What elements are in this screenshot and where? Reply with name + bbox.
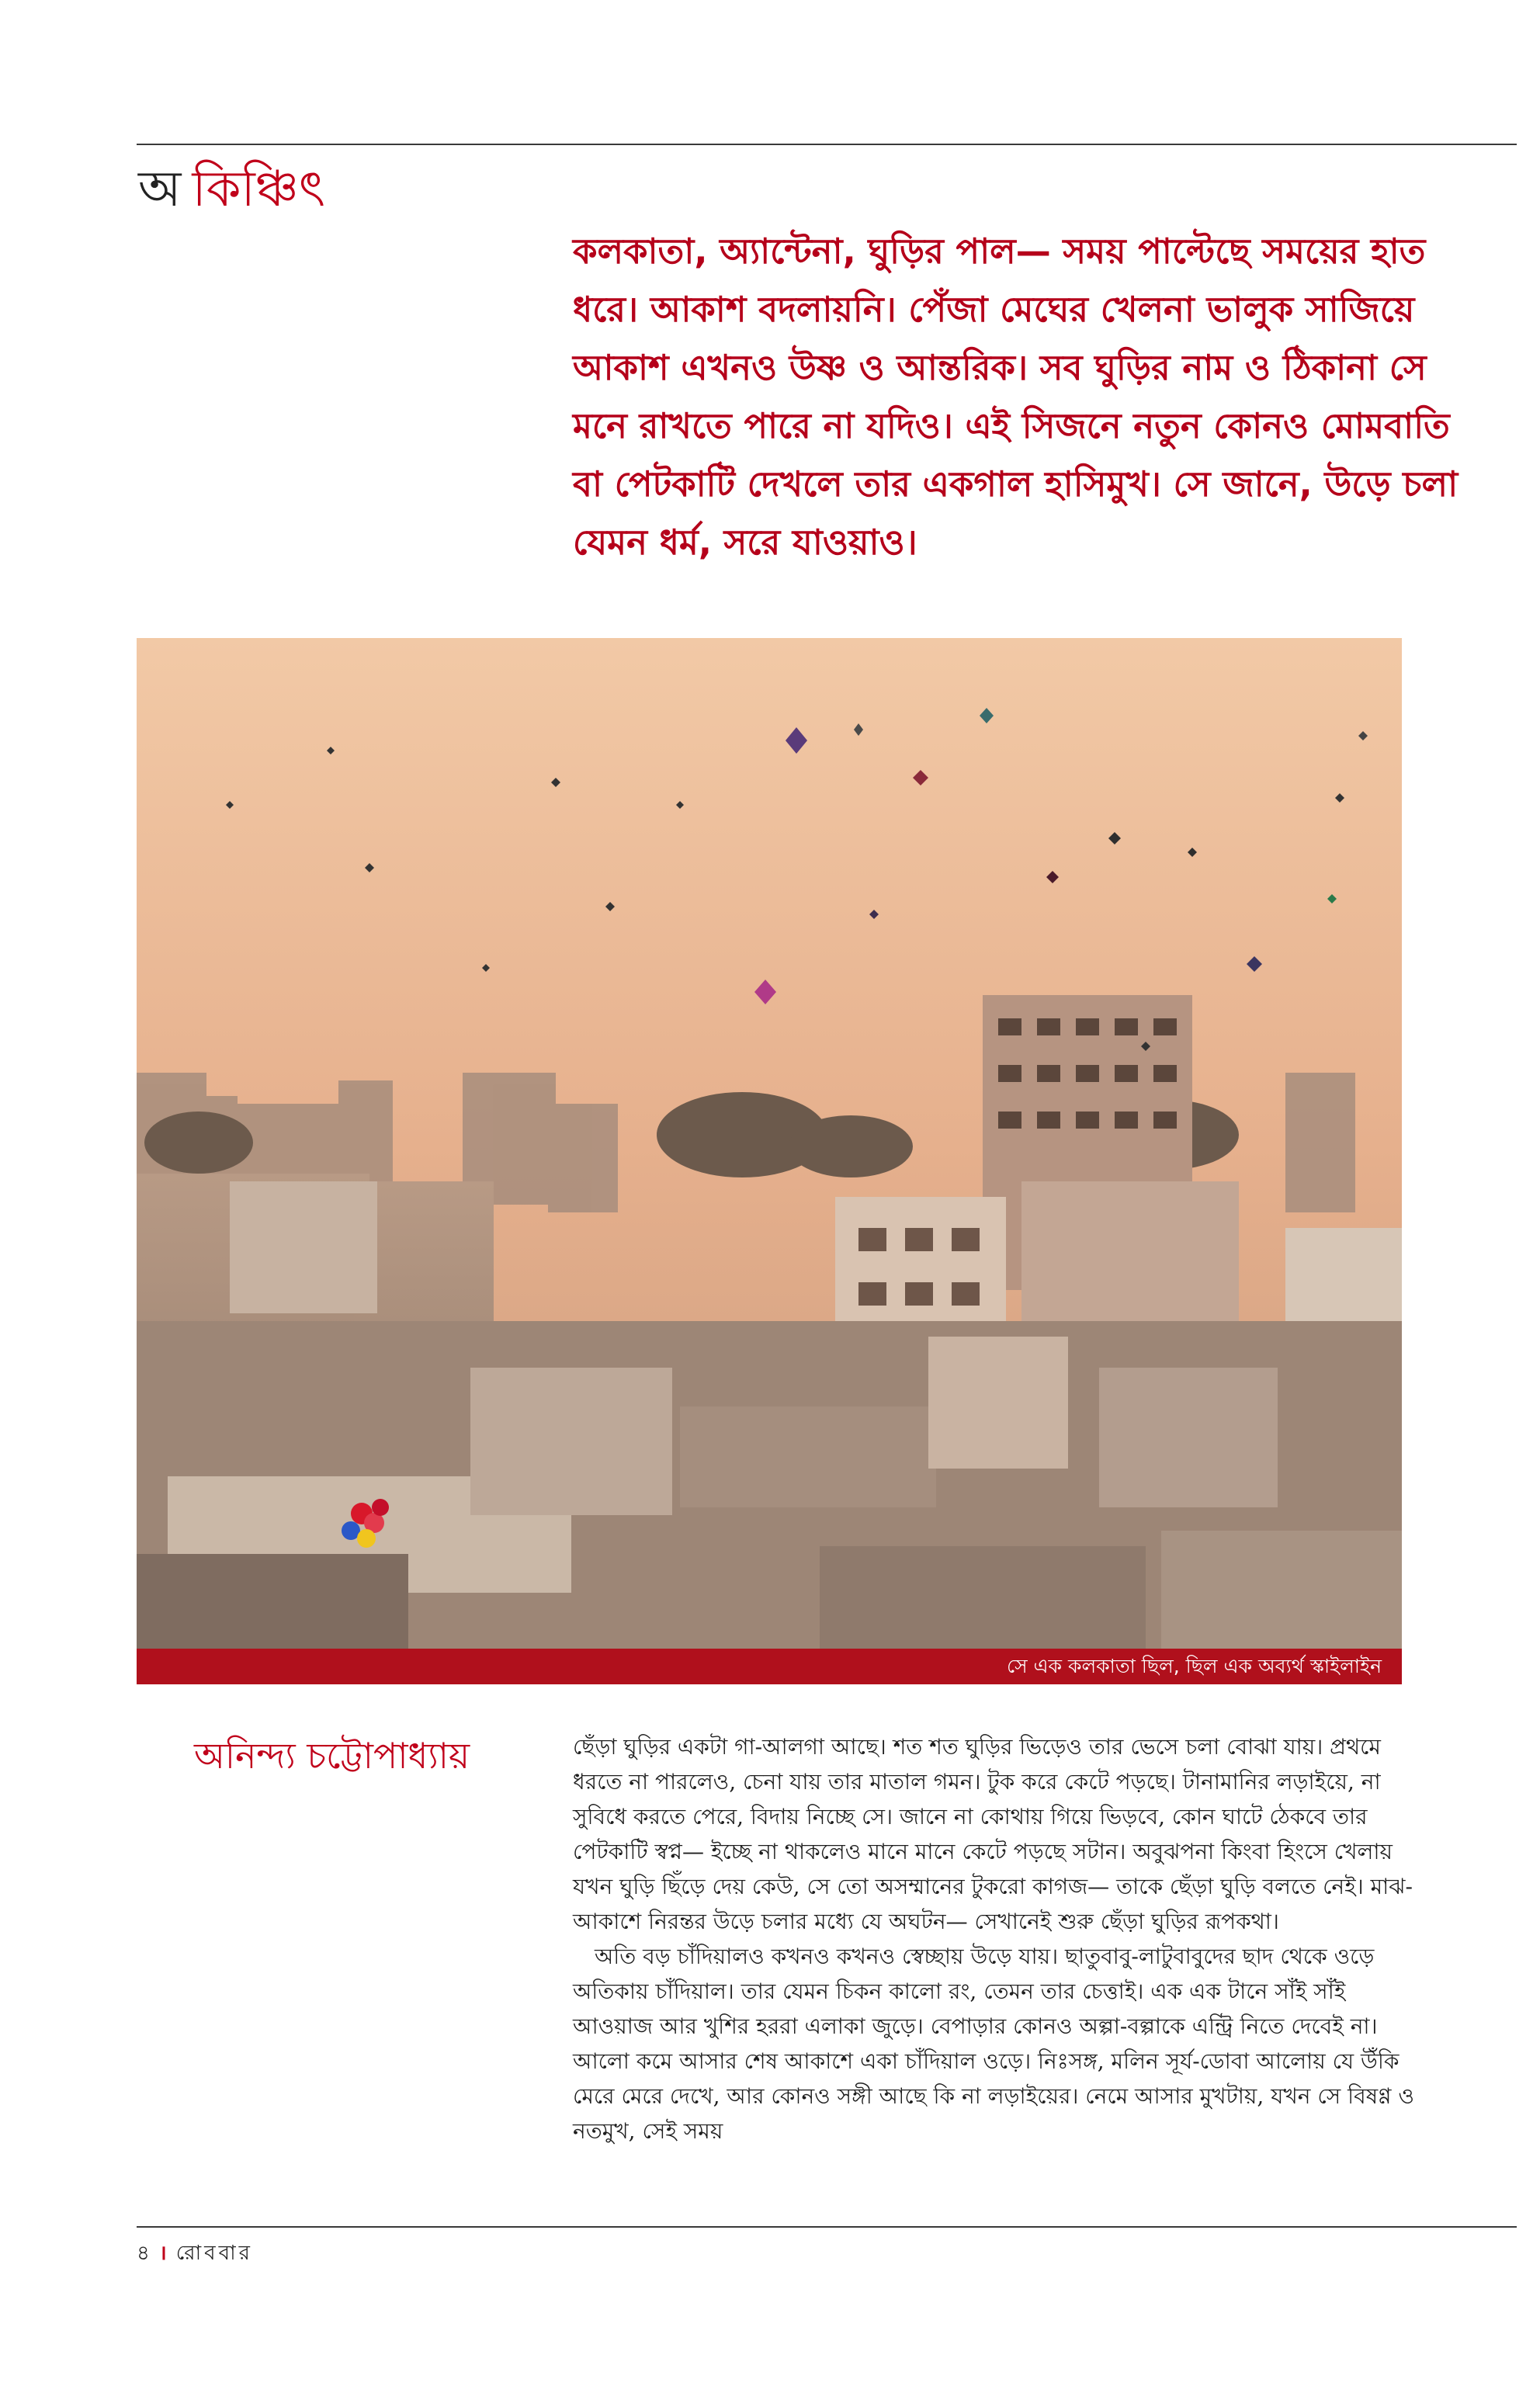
magazine-name: রোববার [175, 2242, 253, 2265]
author-byline: অনিন্দ্য চট্টোপাধ্যায় [194, 1735, 470, 1777]
section-prefix: অ [138, 161, 182, 218]
bottom-rule [137, 2226, 1517, 2228]
top-rule [137, 144, 1517, 145]
page-footer [137, 2243, 253, 2263]
footer-separator: । [158, 2242, 167, 2265]
section-heading [138, 161, 325, 218]
photo-caption-bar [137, 1649, 1402, 1684]
article-body [573, 1729, 1427, 2148]
section-title: কিঞ্চিৎ [192, 161, 325, 218]
body-paragraph-1: ছেঁড়া ঘুড়ির একটা গা-আলগা আছে। শত শত ঘুড়ির ভিড়েও তার ভেসে চলা বোঝা যায়। প্রথমে ধরতে না পারলেও, চেনা যায় তার মাতাল গমন। টুক করে কেটে পড়ছে। টানামানির লড়াইয়ে, না সুবিধে করতে পেরে, বিদায় নিচ্ছে সে। জানে না কোথায় গিয়ে ভিড়বে, কোন ঘাটে ঠেকবে তার পেটকাটি স্বপ্ন— ইচ্ছে না থাকলেও মানে মানে কেটে পড়ছে সটান। অবুঝপনা কিংবা হিংসে খেলায় যখন ঘুড়ি ছিঁড়ে দেয় কেউ, সে তো অসম্মানের টুকরো কাগজ— তাকে ছেঁড়া ঘুড়ি বলতে নেই। মাঝ-আকাশে নিরন্তর উড়ে চলার মধ্যে যে অঘটন— সেখানেই শুরু ছেঁড়া ঘুড়ির রূপকথা। [573, 1734, 1413, 1934]
body-paragraph-2: অতি বড় চাঁদিয়ালও কখনও কখনও স্বেচ্ছায় উড়ে যায়। ছাতুবাবু-লাটুবাবুদের ছাদ থেকে ওড়ে অতিকায় চাঁদিয়াল। তার যেমন চিকন কালো রং, তেমন তার চেত্তাই। এক এক টানে সাঁই সাঁই আওয়াজ আর খুশির হররা এলাকা জুড়ে। বেপাড়ার কোনও অল্পা-বল্পাকে এন্ট্রি নিতে দেবেই না। আলো কমে আসার শেষ আকাশে একা চাঁদিয়াল ওড়ে। নিঃসঙ্গ, মলিন সূর্য-ডোবা আলোয় যে উঁকি মেরে মেরে দেখে, আর কোনও সঙ্গী আছে কি না লড়াইয়ের। নেমে আসার মুখটায়, যখন সে বিষণ্ণ ও নতমুখ, সেই সময় [573, 1944, 1414, 2144]
page-number: ৪ [137, 2242, 150, 2265]
standfirst: কলকাতা, অ্যান্টেনা, ঘুড়ির পাল— সময় পাল্টেছে সময়ের হাত ধরে। আকাশ বদলায়নি। পেঁজা মেঘের খেলনা ভালুক সাজিয়ে আকাশ এখনও উষ্ণ ও আন্তরিক। সব ঘুড়ির নাম ও ঠিকানা সে মনে রাখতে পারে না যদিও। এই সিজনে নতুন কোনও মোমবাতি বা পেটকাটি দেখলে তার একগাল হাসিমুখ। সে জানে, উড়ে চলা যেমন ধর্ম, সরে যাওয়াও। [573, 231, 1458, 563]
photo-caption: সে এক কলকাতা ছিল, ছিল এক অব্যর্থ স্কাইলাইন [1006, 1655, 1382, 1677]
skyline-photo [137, 638, 1402, 1649]
